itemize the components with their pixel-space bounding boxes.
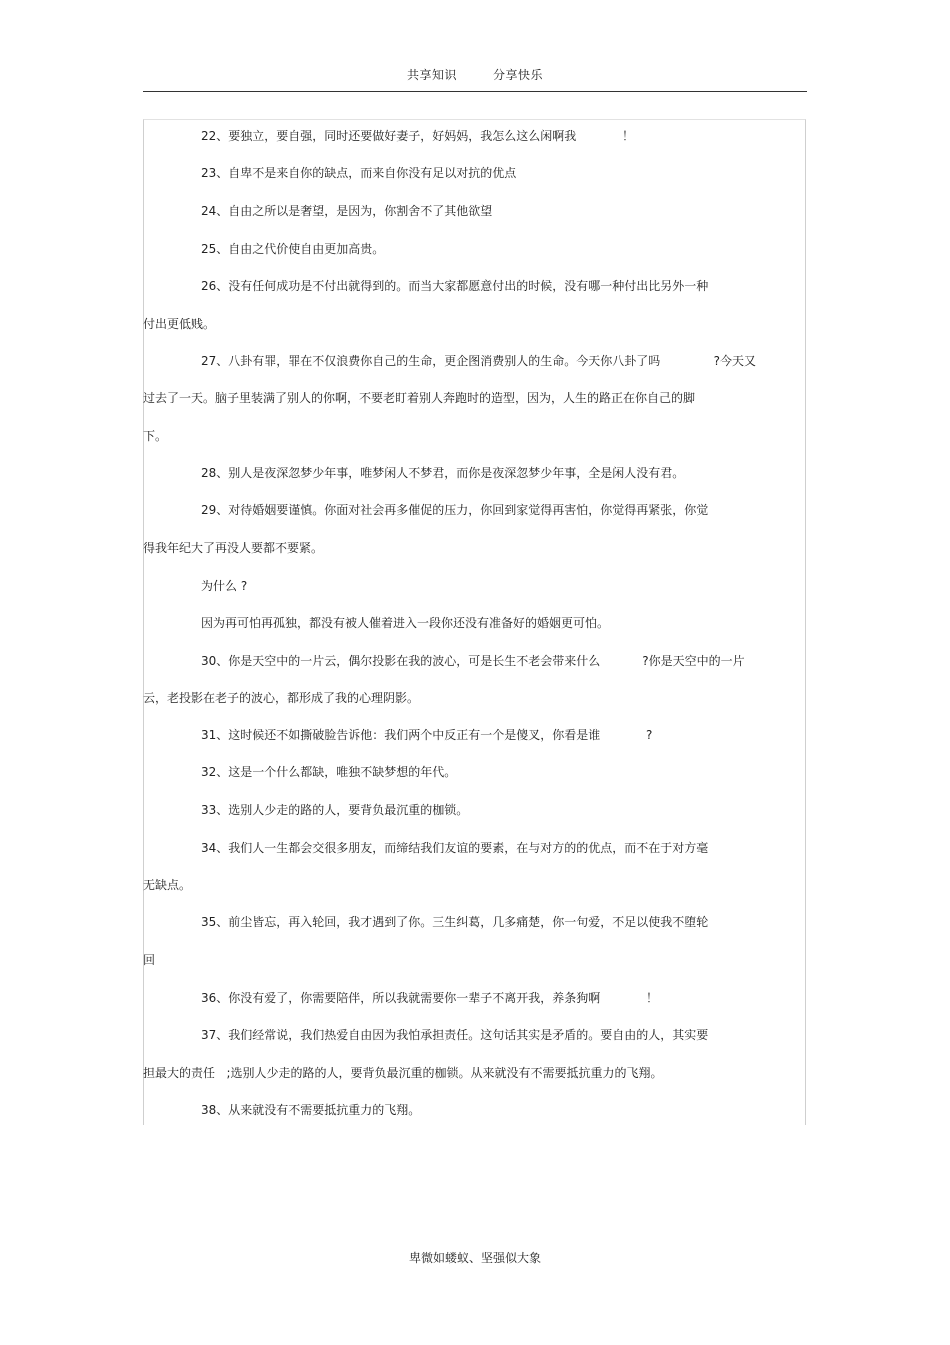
header-rule [143,91,807,92]
text-line: 33、选别人少走的路的人，要背负最沉重的枷锁。 [201,803,469,817]
text-line: 云，老投影在老子的波心，都形成了我的心理阴影。 [143,691,420,705]
text-line: 担最大的责任 ;选别人少走的路的人，要背负最沉重的枷锁。从来就没有不需要抵抗重力的飞翔。 [143,1066,663,1080]
text-line: 27、八卦有罪，罪在不仅浪费你自己的生命，更企图消费别人的生命。今天你八卦了吗 ?今天又 [201,354,757,368]
text-line: 24、自由之所以是奢望，是因为，你割舍不了其他欲望 [201,204,493,218]
text-line: 25、自由之代价使自由更加高贵。 [201,242,385,256]
page-footer: 卑微如蝼蚁、坚强似大象 [408,1251,541,1265]
text-line: 下。 [143,429,168,443]
text-line: 28、别人是夜深忽梦少年事，唯梦闲人不梦君，而你是夜深忽梦少年事，全是闲人没有君。 [201,466,685,480]
text-line: 22、要独立，要自强，同时还要做好妻子，好妈妈，我怎么这么闲啊我 ！ [201,129,635,143]
text-line: 23、自卑不是来自你的缺点，而来自你没有足以对抗的优点 [201,166,517,180]
text-line: 因为再可怕再孤独，都没有被人催着进入一段你还没有准备好的婚姻更可怕。 [201,616,610,630]
text-line: 36、你没有爱了，你需要陪伴，所以我就需要你一辈子不离开我，养条狗啊 ！ [201,991,659,1005]
text-line: 32、这是一个什么都缺，唯独不缺梦想的年代。 [201,765,457,779]
text-line: 29、对待婚姻要谨慎。你面对社会再多催促的压力，你回到家觉得再害怕，你觉得再紧张，你觉 [201,503,709,517]
text-line: 34、我们人一生都会交很多朋友，而缔结我们友谊的要素，在与对方的的优点，而不在于对方毫 [201,841,709,855]
text-line: 35、前尘皆忘，再入轮回，我才遇到了你。三生纠葛，几多痛楚，你一句爱，不足以使我不堕轮 [201,915,709,929]
text-line: 无缺点。 [143,878,192,892]
text-line: 30、你是天空中的一片云，偶尔投影在我的波心，可是长生不老会带来什么 ?你是天空中的一片 [201,654,745,668]
page-header [0,66,950,83]
text-line: 为什么 ? [201,579,248,593]
text-line: 38、从来就没有不需要抵抗重力的飞翔。 [201,1103,421,1117]
text-line: 37、我们经常说，我们热爱自由因为我怕承担责任。这句话其实是矛盾的。要自由的人，其实要 [201,1028,709,1042]
text-line: 得我年纪大了再没人要都不要紧。 [143,541,324,555]
header-right-text: 分享快乐 [493,68,544,82]
text-line: 付出更低贱。 [143,317,216,331]
text-line: 26、没有任何成功是不付出就得到的。而当大家都愿意付出的时候，没有哪一种付出比另外一种 [201,279,709,293]
header-left-text: 共享知识 [406,68,457,82]
text-line: 回 [143,953,156,967]
text-line: 过去了一天。脑子里装满了别人的你啊，不要老盯着别人奔跑时的造型，因为，人生的路正在你自己的脚 [143,391,696,405]
text-line: 31、这时候还不如撕破脸告诉他：我们两个中反正有一个是傻叉，你看是谁 ? [201,728,653,742]
